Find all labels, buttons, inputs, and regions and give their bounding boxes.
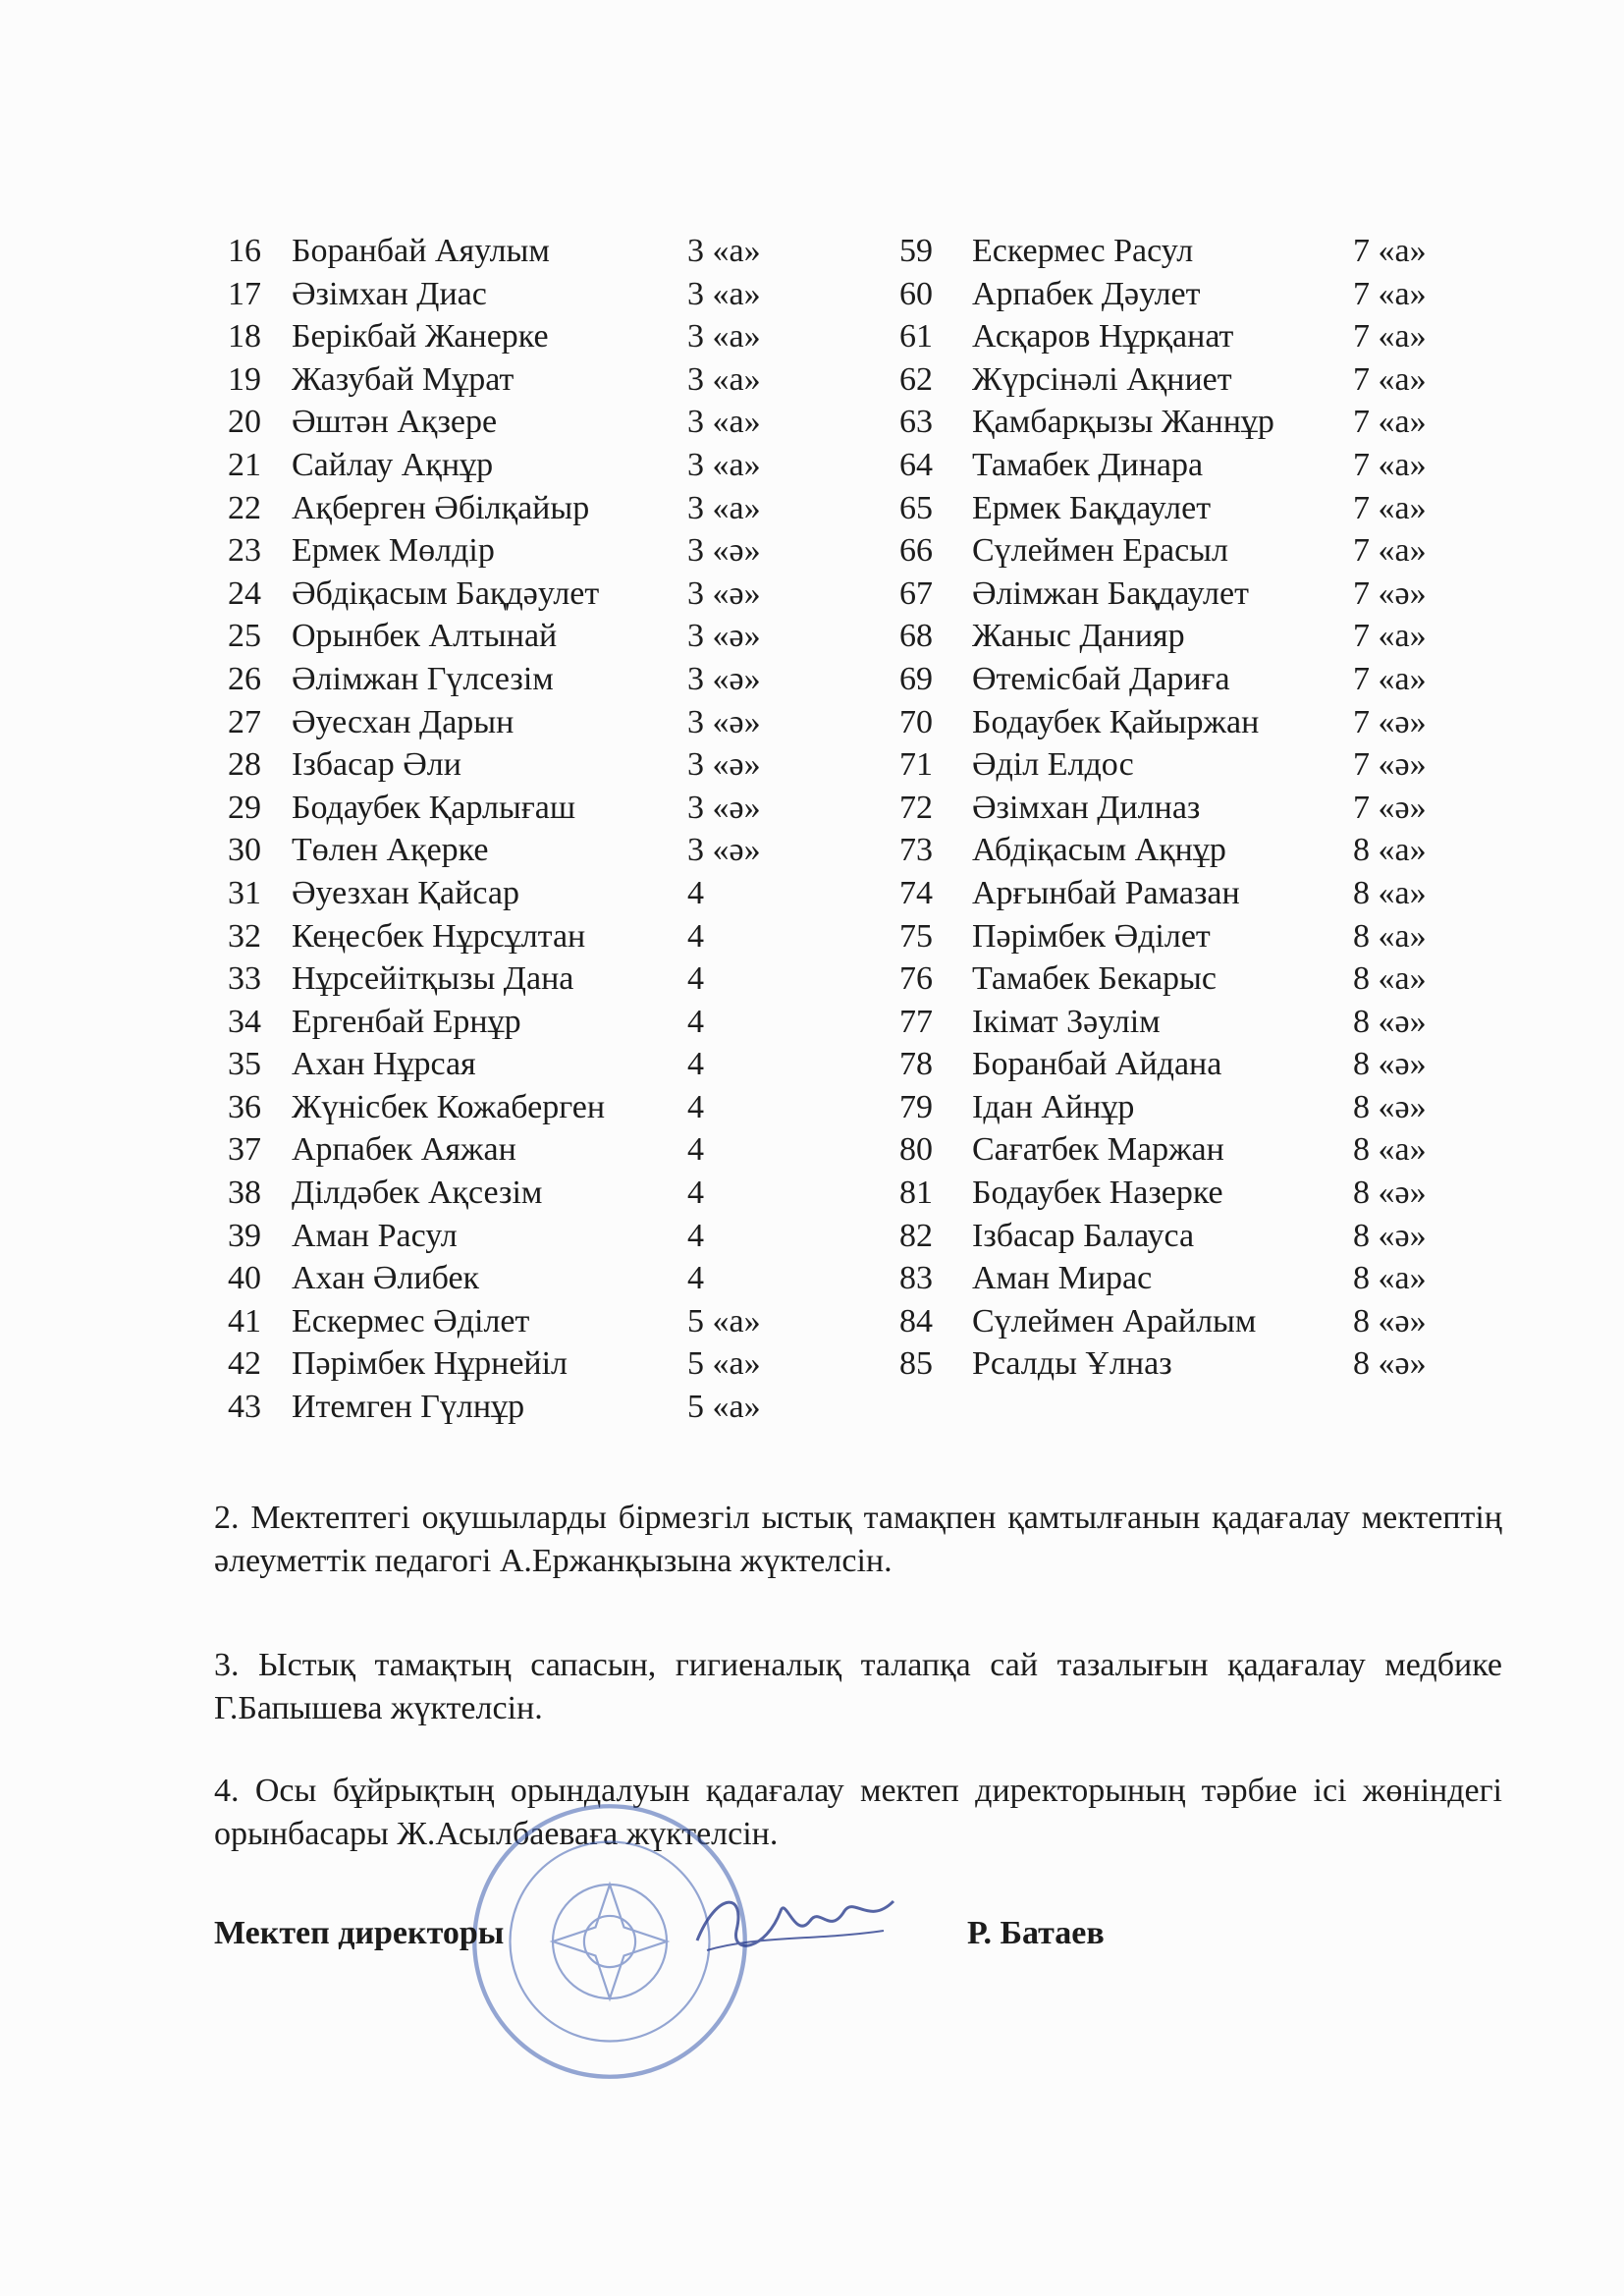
student-name: Қамбарқызы Жаннұр xyxy=(972,404,1274,441)
student-class: 3 «ә» xyxy=(687,574,761,612)
student-name: Рсалды Ұлназ xyxy=(972,1345,1172,1383)
student-number: 63 xyxy=(899,404,933,441)
student-name: Бодаубек Қайыржан xyxy=(972,703,1260,740)
student-number: 31 xyxy=(228,874,261,911)
student-name: Арпабек Аяжан xyxy=(292,1131,516,1169)
student-class: 3 «а» xyxy=(687,318,761,355)
student-number: 82 xyxy=(899,1217,933,1254)
student-number: 42 xyxy=(228,1345,261,1383)
student-class: 3 «а» xyxy=(687,404,761,441)
student-number: 77 xyxy=(899,1003,933,1040)
student-row xyxy=(206,273,795,316)
student-name: Ескермес Расул xyxy=(972,233,1194,269)
director-signature xyxy=(687,1882,903,1970)
student-name: Бодаубек Назерке xyxy=(972,1175,1223,1212)
student-row xyxy=(884,615,1473,658)
student-name: Абдіқасым Ақнұр xyxy=(972,832,1226,869)
student-class: 8 «ә» xyxy=(1353,1345,1427,1383)
student-number: 41 xyxy=(228,1302,261,1339)
student-row xyxy=(884,1086,1473,1129)
student-number: 71 xyxy=(899,746,933,784)
student-number: 81 xyxy=(899,1175,933,1212)
student-row xyxy=(884,915,1473,958)
student-class: 4 xyxy=(687,1088,704,1125)
student-row xyxy=(206,573,795,616)
student-row xyxy=(206,1086,795,1129)
student-number: 21 xyxy=(228,446,261,483)
student-name: Ахан Әлибек xyxy=(292,1260,480,1297)
student-row xyxy=(884,1043,1473,1086)
student-name: Ділдәбек Ақсезім xyxy=(292,1175,543,1212)
student-name: Нұрсейітқызы Дана xyxy=(292,960,574,998)
student-row xyxy=(206,315,795,358)
order-item-2: 2. Мектептегі оқушыларды бірмезгіл ыстық тамақпен қамтылғанын қадағалау мектептің әлеуметтік педагогі А.Ержанқызына жүктелсін. xyxy=(214,1500,1502,1579)
student-row xyxy=(206,658,795,701)
student-name: Ақберген Әбілқайыр xyxy=(292,489,590,526)
student-name: Жүрсінәлі Ақниет xyxy=(972,360,1232,398)
student-class: 8 «а» xyxy=(1353,1131,1427,1169)
student-name: Өтемісбай Дариға xyxy=(972,660,1230,697)
student-class: 8 «ә» xyxy=(1353,1046,1427,1083)
student-class: 8 «а» xyxy=(1353,832,1427,869)
student-row xyxy=(206,1128,795,1172)
student-name: Ідан Айнұр xyxy=(972,1088,1135,1125)
student-row xyxy=(884,573,1473,616)
student-class: 7 «а» xyxy=(1353,275,1427,312)
student-name: Тамабек Динара xyxy=(972,446,1204,483)
student-class: 3 «ә» xyxy=(687,789,761,826)
student-row xyxy=(884,743,1473,787)
student-number: 20 xyxy=(228,404,261,441)
student-row xyxy=(206,358,795,402)
student-number: 70 xyxy=(899,703,933,740)
student-number: 74 xyxy=(899,874,933,911)
student-number: 78 xyxy=(899,1046,933,1083)
student-name: Әлімжан Гүлсезім xyxy=(292,660,554,697)
student-row xyxy=(884,1128,1473,1172)
student-class: 3 «а» xyxy=(687,360,761,398)
student-name: Арғынбай Рамазан xyxy=(972,874,1240,911)
signature-name: Р. Батаев xyxy=(967,1915,1105,1951)
student-class: 7 «а» xyxy=(1353,318,1427,355)
student-number: 23 xyxy=(228,532,261,570)
student-class: 3 «ә» xyxy=(687,832,761,869)
student-class: 4 xyxy=(687,1003,704,1040)
student-name: Тамабек Бекарыс xyxy=(972,960,1217,998)
student-name: Боранбай Айдана xyxy=(972,1046,1222,1083)
student-class: 4 xyxy=(687,1131,704,1169)
student-class: 4 xyxy=(687,1175,704,1212)
student-name: Әзімхан Диас xyxy=(292,275,487,312)
student-class: 3 «а» xyxy=(687,489,761,526)
student-row xyxy=(884,358,1473,402)
student-number: 32 xyxy=(228,917,261,955)
student-class: 8 «а» xyxy=(1353,960,1427,998)
order-item-4: 4. Осы бұйрықтың орындалуын қадағалау мектеп директорының тәрбие ісі жөніндегі орынбасары Ж.Асылбаеваға жүктелсін. xyxy=(214,1773,1502,1852)
student-row xyxy=(884,273,1473,316)
student-row xyxy=(884,315,1473,358)
student-number: 66 xyxy=(899,532,933,570)
student-row xyxy=(206,1172,795,1215)
student-number: 64 xyxy=(899,446,933,483)
student-name: Кеңесбек Нұрсұлтан xyxy=(292,917,586,955)
student-class: 4 xyxy=(687,1260,704,1297)
student-name: Ахан Нұрсая xyxy=(292,1046,476,1083)
student-number: 24 xyxy=(228,574,261,612)
student-row xyxy=(884,829,1473,872)
student-class: 7 «а» xyxy=(1353,446,1427,483)
student-class: 4 xyxy=(687,917,704,955)
student-number: 43 xyxy=(228,1389,261,1426)
student-list-left xyxy=(206,230,795,1429)
student-name: Аман Мирас xyxy=(972,1260,1153,1297)
student-class: 5 «а» xyxy=(687,1389,761,1426)
student-class: 3 «ә» xyxy=(687,618,761,655)
student-number: 80 xyxy=(899,1131,933,1169)
student-class: 8 «а» xyxy=(1353,917,1427,955)
student-number: 76 xyxy=(899,960,933,998)
student-class: 3 «ә» xyxy=(687,660,761,697)
student-name: Ізбасар Балауса xyxy=(972,1217,1195,1254)
student-number: 27 xyxy=(228,703,261,740)
student-class: 8 «ә» xyxy=(1353,1175,1427,1212)
student-number: 37 xyxy=(228,1131,261,1169)
student-name: Сағатбек Маржан xyxy=(972,1131,1224,1169)
student-number: 17 xyxy=(228,275,261,312)
student-row xyxy=(884,957,1473,1001)
student-row xyxy=(884,444,1473,487)
student-row xyxy=(206,957,795,1001)
student-row xyxy=(206,701,795,744)
student-row xyxy=(884,487,1473,530)
student-name: Әуесхан Дарын xyxy=(292,703,514,740)
student-name: Әлімжан Бақдаулет xyxy=(972,574,1249,612)
student-name: Сүлеймен Арайлым xyxy=(972,1302,1257,1339)
student-name: Әштән Ақзере xyxy=(292,404,498,441)
student-list-right xyxy=(884,230,1473,1386)
student-row xyxy=(206,743,795,787)
student-number: 19 xyxy=(228,360,261,398)
order-item-3: 3. Ыстық тамақтың сапасын, гигиеналық талапқа сай тазалығын қадағалау медбике Г.Бапышева жүктелсін. xyxy=(214,1647,1502,1726)
student-row xyxy=(206,1001,795,1044)
student-number: 29 xyxy=(228,789,261,826)
student-name: Аман Расул xyxy=(292,1217,458,1254)
student-number: 26 xyxy=(228,660,261,697)
student-row xyxy=(206,1043,795,1086)
student-name: Итемген Гүлнұр xyxy=(292,1389,525,1426)
student-row xyxy=(206,529,795,573)
student-number: 40 xyxy=(228,1260,261,1297)
student-row xyxy=(884,1300,1473,1343)
student-number: 36 xyxy=(228,1088,261,1125)
student-row xyxy=(206,915,795,958)
student-row xyxy=(884,230,1473,273)
student-class: 8 «а» xyxy=(1353,1260,1427,1297)
student-class: 7 «ә» xyxy=(1353,574,1427,612)
student-class: 7 «а» xyxy=(1353,660,1427,697)
student-name: Орынбек Алтынай xyxy=(292,618,558,655)
student-number: 62 xyxy=(899,360,933,398)
student-row xyxy=(884,701,1473,744)
student-row xyxy=(206,829,795,872)
student-class: 7 «ә» xyxy=(1353,746,1427,784)
student-class: 3 «а» xyxy=(687,446,761,483)
student-name: Төлен Ақерке xyxy=(292,832,489,869)
student-number: 84 xyxy=(899,1302,933,1339)
student-class: 7 «а» xyxy=(1353,532,1427,570)
student-class: 8 «а» xyxy=(1353,874,1427,911)
student-name: Ізбасар Әли xyxy=(292,746,461,784)
student-number: 39 xyxy=(228,1217,261,1254)
student-number: 22 xyxy=(228,489,261,526)
student-class: 7 «а» xyxy=(1353,404,1427,441)
student-name: Жазубай Мұрат xyxy=(292,360,514,398)
student-class: 4 xyxy=(687,1046,704,1083)
student-name: Сайлау Ақнұр xyxy=(292,446,494,483)
student-name: Әзімхан Дилназ xyxy=(972,789,1201,826)
student-row xyxy=(206,787,795,830)
student-number: 73 xyxy=(899,832,933,869)
student-number: 69 xyxy=(899,660,933,697)
student-name: Әбдіқасым Бақдәулет xyxy=(292,574,600,612)
student-class: 4 xyxy=(687,874,704,911)
student-number: 59 xyxy=(899,233,933,269)
student-class: 5 «а» xyxy=(687,1345,761,1383)
student-row xyxy=(884,1342,1473,1386)
student-row xyxy=(206,1342,795,1386)
student-class: 8 «ә» xyxy=(1353,1088,1427,1125)
student-number: 30 xyxy=(228,832,261,869)
student-row xyxy=(884,658,1473,701)
student-row xyxy=(884,787,1473,830)
student-name: Ермек Бақдаулет xyxy=(972,489,1212,526)
student-row xyxy=(884,1257,1473,1300)
student-name: Асқаров Нұрқанат xyxy=(972,318,1234,355)
student-name: Жүнісбек Кожаберген xyxy=(292,1088,606,1125)
student-name: Арпабек Дәулет xyxy=(972,275,1201,312)
student-number: 60 xyxy=(899,275,933,312)
student-class: 7 «ә» xyxy=(1353,789,1427,826)
student-class: 3 «ә» xyxy=(687,532,761,570)
student-name: Жаныс Данияр xyxy=(972,618,1185,655)
student-class: 7 «а» xyxy=(1353,618,1427,655)
student-name: Берікбай Жанерке xyxy=(292,318,549,355)
signature-title: Мектеп директоры xyxy=(214,1915,505,1951)
student-number: 16 xyxy=(228,233,261,269)
student-number: 65 xyxy=(899,489,933,526)
student-class: 7 «а» xyxy=(1353,489,1427,526)
student-class: 8 «ә» xyxy=(1353,1302,1427,1339)
student-row xyxy=(206,444,795,487)
student-number: 61 xyxy=(899,318,933,355)
student-row xyxy=(206,615,795,658)
student-name: Ескермес Әділет xyxy=(292,1302,530,1339)
student-number: 33 xyxy=(228,960,261,998)
student-row xyxy=(206,1300,795,1343)
student-number: 38 xyxy=(228,1175,261,1212)
student-class: 5 «а» xyxy=(687,1302,761,1339)
student-name: Пәрімбек Нұрнейіл xyxy=(292,1345,568,1383)
student-class: 3 «а» xyxy=(687,233,761,269)
student-row xyxy=(884,872,1473,915)
student-row xyxy=(206,1215,795,1258)
student-class: 8 «ә» xyxy=(1353,1003,1427,1040)
student-number: 28 xyxy=(228,746,261,784)
student-row xyxy=(884,529,1473,573)
student-class: 7 «а» xyxy=(1353,360,1427,398)
student-row xyxy=(206,1257,795,1300)
student-row xyxy=(884,1001,1473,1044)
student-name: Пәрімбек Әділет xyxy=(972,917,1211,955)
student-number: 75 xyxy=(899,917,933,955)
student-number: 34 xyxy=(228,1003,261,1040)
student-class: 4 xyxy=(687,960,704,998)
student-number: 85 xyxy=(899,1345,933,1383)
student-class: 7 «а» xyxy=(1353,233,1427,269)
student-row xyxy=(206,401,795,444)
student-row xyxy=(884,401,1473,444)
student-number: 67 xyxy=(899,574,933,612)
student-row xyxy=(884,1215,1473,1258)
student-class: 8 «ә» xyxy=(1353,1217,1427,1254)
student-number: 18 xyxy=(228,318,261,355)
student-name: Сүлеймен Ерасыл xyxy=(972,532,1228,570)
student-row xyxy=(206,487,795,530)
student-name: Ікімат Зәулім xyxy=(972,1003,1161,1040)
student-class: 4 xyxy=(687,1217,704,1254)
student-number: 68 xyxy=(899,618,933,655)
student-row xyxy=(206,872,795,915)
student-name: Ергенбай Ернұр xyxy=(292,1003,521,1040)
student-row xyxy=(884,1172,1473,1215)
student-number: 72 xyxy=(899,789,933,826)
student-number: 35 xyxy=(228,1046,261,1083)
student-row xyxy=(206,230,795,273)
student-name: Әділ Елдос xyxy=(972,746,1134,784)
student-name: Бодаубек Қарлығаш xyxy=(292,789,576,826)
student-number: 83 xyxy=(899,1260,933,1297)
student-number: 25 xyxy=(228,618,261,655)
student-class: 3 «ә» xyxy=(687,703,761,740)
student-class: 3 «ә» xyxy=(687,746,761,784)
student-name: Боранбай Аяулым xyxy=(292,233,550,269)
student-name: Ермек Мөлдір xyxy=(292,532,495,570)
student-row xyxy=(206,1386,795,1429)
student-class: 3 «а» xyxy=(687,275,761,312)
student-class: 7 «ә» xyxy=(1353,703,1427,740)
student-name: Әуезхан Қайсар xyxy=(292,874,519,911)
student-number: 79 xyxy=(899,1088,933,1125)
